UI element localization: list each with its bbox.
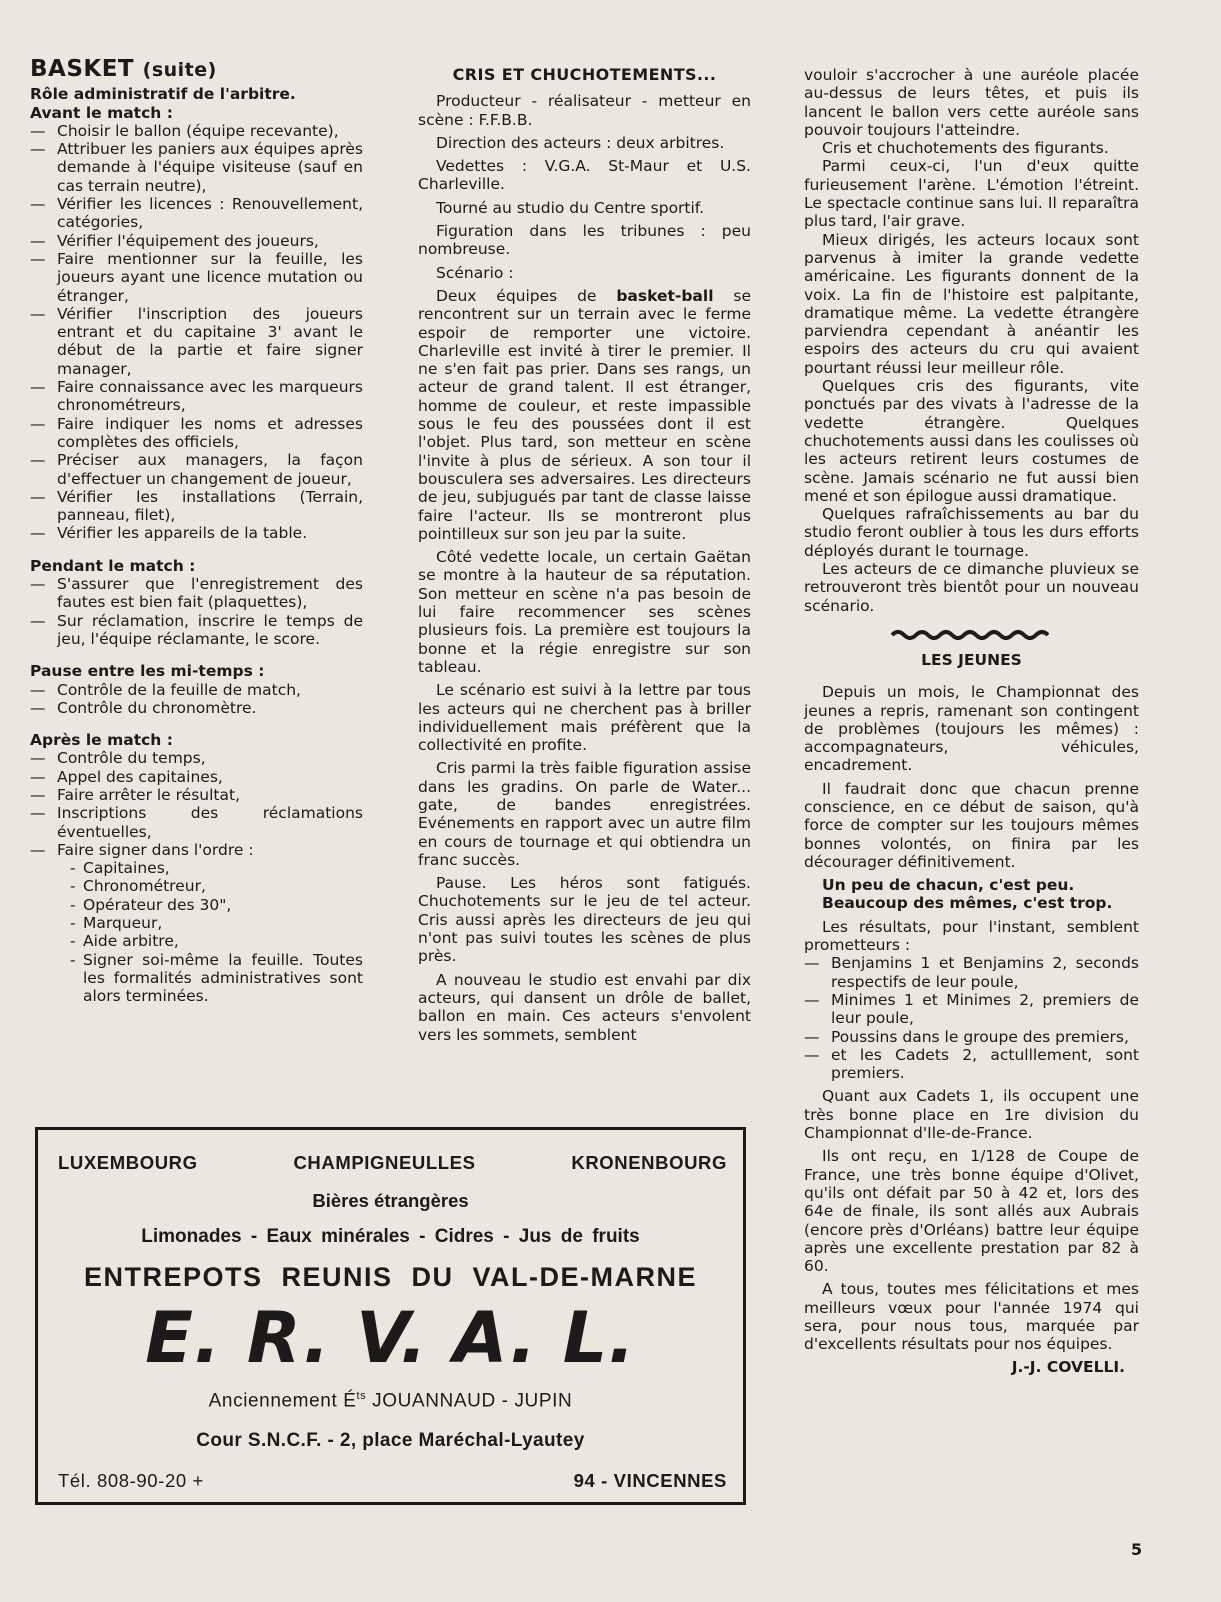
credit-line: Direction des acteurs : deux arbitres. [436, 133, 725, 152]
heading-pause: Pause entre les mi-temps : [30, 662, 265, 681]
list-item: — Faire mentionner sur la feuille, les joueurs ayant une licence mutation ou étranger, [30, 250, 363, 305]
column-left [30, 56, 363, 1006]
sublist-item: - Signer soi-même la feuille. Toutes les formalités administratives sont alors terminées. [69, 951, 363, 1006]
list-item: — Attribuer les paniers aux équipes après demande à l'équipe visiteuse (sauf en cas terrain neutre), [30, 140, 363, 195]
signature: J.-J. COVELLI. [1011, 1357, 1125, 1376]
list-item: — Choisir le ballon (équipe recevante), [30, 122, 363, 140]
credit-line: Tourné au studio du Centre sportif. [436, 198, 705, 217]
ad-line: Bières étrangères [312, 1190, 469, 1211]
paragraph: Mieux dirigés, les acteurs locaux sont parvenus à imiter la grande vedette américaine. Les figurants donnent de la voix. La fin de l'histoire est palpitante, dramatique même. La vedette étrangère parviendra cependant à anéantir les espoirs des acteurs du cru qui avaient pourtant réussi leur meilleur rôle. [804, 230, 1139, 377]
subtitle: Rôle administratif de l'arbitre. [30, 85, 296, 104]
sublist-item: - Aide arbitre, [69, 932, 363, 950]
credit-line: Producteur - réalisateur - metteur en scène : F.F.B.B. [418, 92, 751, 129]
paragraph: Les acteurs de ce dimanche pluvieux se retrouveront très bientôt pour un nouveau scénario. [804, 560, 1139, 615]
paragraph: Quelques cris des figurants, vite ponctués par des vivats à l'adresse de la vedette étrangère. Quelques chuchotements aussi dans les coulisses où les acteurs retirent leurs costumes de scène. Jamais scénario ne fut aussi bien mené et son épilogue aussi dramatique. [804, 377, 1139, 505]
paragraph: Il faudrait donc que chacun prenne conscience, en ce début de saison, qu'à force de compter sur les toujours mêmes bonnes volontés, on finira par les décourager définitivement. [804, 779, 1139, 871]
sublist-item: - Chronométreur, [69, 877, 363, 895]
paragraph: Quant aux Cadets 1, ils occupent une très bonne place en 1re division du Championnat d'Ile-de-France. [804, 1087, 1139, 1143]
bold-line: Un peu de chacun, c'est peu. [822, 876, 1075, 895]
list-pendant [30, 575, 363, 648]
list-item: — Vérifier les licences : Renouvellement, catégories, [30, 195, 363, 232]
list-item: — Préciser aux managers, la façon d'effectuer un changement de joueur, [30, 451, 363, 488]
ad-footer [58, 1470, 727, 1492]
list-avant [30, 122, 363, 543]
paragraph: Cris et chuchotements des figurants. [822, 139, 1109, 158]
list-item: — Minimes 1 et Minimes 2, premiers de leur poule, [804, 991, 1139, 1028]
ad-brand: LUXEMBOURG [58, 1152, 198, 1173]
paragraph: vouloir s'accrocher à une auréole placée au-dessus de leurs têtes, et puis ils lancent le ballon vers cette auréole sans pouvoir toujours l'atteindre. [804, 66, 1139, 139]
paragraph: Côté vedette locale, un certain Gaëtan se montre à la hauteur de sa réputation. Son metteur en scène n'a pas besoin de lui faire recommencer ses scènes plusieurs fois. La première est toujours la bonne et la régie enregistre sur son tableau. [418, 548, 751, 676]
sublist-item: - Marqueur, [69, 914, 363, 932]
ad-phone: Tél. 808-90-20 + [58, 1470, 204, 1491]
heading-avant: Avant le match : [30, 103, 173, 122]
paragraph: Parmi ceux-ci, l'un d'eux quitte furieusement l'arène. L'émotion l'étreint. Le spectacle continue sans lui. Il reparaîtra plus tard, l'air grave. [804, 157, 1139, 231]
list-item: — Contrôle du chronomètre. [30, 699, 363, 717]
paragraph: Depuis un mois, le Championnat des jeunes a repris, ramenant son contingent de problèmes (toujours les mêmes) : accompagnateurs, véhicules, encadrement. [804, 683, 1139, 775]
list-item: — et les Cadets 2, actulllement, sont premiers. [804, 1046, 1139, 1083]
heading-pendant: Pendant le match : [30, 556, 196, 575]
list-item: — Inscriptions des réclamations éventuelles, [30, 804, 363, 841]
results-list [804, 954, 1139, 1082]
ad-brands [58, 1152, 727, 1174]
credit-line: Vedettes : V.G.A. St-Maur et U.S. Charleville. [418, 157, 751, 194]
list-item: — Poussins dans le groupe des premiers, [804, 1028, 1139, 1046]
list-item: — Contrôle de la feuille de match, [30, 681, 363, 699]
list-item: — Sur réclamation, inscrire le temps de jeu, l'équipe réclamante, le score. [30, 612, 363, 649]
column-right [804, 66, 1139, 1376]
list-item: — Vérifier les installations (Terrain, panneau, filet), [30, 488, 363, 525]
list-item: — Faire connaissance avec les marqueurs chronométreurs, [30, 378, 363, 415]
bold-line: Beaucoup des mêmes, c'est trop. [822, 894, 1113, 913]
paragraph: Pause. Les héros sont fatigués. Chuchotements sur le jeu de tel acteur. Cris aussi après les directeurs de jeu qui n'ont pas suivi toutes les scènes de plus près. [418, 874, 751, 966]
paragraph: Cris parmi la très faible figuration assise dans les gradins. On parle de Water... gate, de bandes enregistrées. Evénements en rapport avec un autre film en cours de tournage et qui obtiendra un franc succès. [418, 759, 751, 869]
credit-line: Scénario : [436, 263, 514, 282]
paragraph: Deux équipes de basket-ball se rencontrent sur un terrain avec le ferme espoir de remporter une victoire. Charleville est invité à tirer le premier. Il ne s'en fait pas prier. Dans ses rangs, un acteur de grand talent. Il est étranger, homme de couleur, et reste impassible sous le feu des poussées dont il est l'objet. Plus tard, son metteur en scène l'invite à plus de sérieux. A son tour il bousculera ses adversaires. Les directeurs de jeu, subjugués par tant de classe laisse faire l'acteur. Ils se montreront plus pointilleux sur son jeu par la suite. [418, 286, 751, 543]
heading-jeunes: LES JEUNES [921, 650, 1022, 669]
list-item: — Faire arrêter le résultat, [30, 786, 363, 804]
list-item: — S'assurer que l'enregistrement des fautes est bien fait (plaquettes), [30, 575, 363, 612]
list-item: — Vérifier les appareils de la table. [30, 524, 363, 542]
heading-apres: Après le match : [30, 731, 173, 750]
ad-brand: CHAMPIGNEULLES [293, 1152, 476, 1173]
ad-line: Anciennement $É^{ts}$ JOUANNAUD - JUPIN [208, 1390, 573, 1412]
sign-sublist [57, 859, 363, 1005]
list-apres [30, 749, 363, 1005]
paragraph: Ils ont reçu, en 1/128 de Coupe de France, une très bonne équipe d'Olivet, qu'ils ont défait par 50 à 42 et, lors des 64e de finale, ils sont allés aux Aubrais (encore près d'Orléans) battre leur équipe après une excellente prestation par 82 à 60. [804, 1147, 1139, 1276]
paragraph: A tous, toutes mes félicitations et mes meilleurs vœux pour l'année 1974 qui sera, pour nous tous, marquée par d'excellents résultats pour nos équipes. [804, 1280, 1139, 1354]
paragraph: Quelques rafraîchissements au bar du studio feront oublier à tous les durs efforts déployés durant le tournage. [804, 505, 1139, 560]
sublist-item: - Capitaines, [69, 859, 363, 877]
list-item: — Appel des capitaines, [30, 768, 363, 786]
ad-line: Limonades - Eaux minérales - Cidres - Jus de fruits [141, 1226, 640, 1247]
list-item: — Faire signer dans l'ordre : - Capitaines, - Chronométreur, - Opérateur des 30", - Marqueur, - Aide arbitre, - Signer soi-même la feuille. Toutes les formalités administratives sont alors terminées. [30, 841, 363, 1006]
column-middle [418, 66, 751, 1044]
list-pause [30, 681, 363, 718]
ad-brand: KRONENBOURG [571, 1152, 727, 1173]
ad-logo: E. R. V. A. L. [145, 1297, 636, 1379]
list-item: — Contrôle du temps, [30, 749, 363, 767]
paragraph: A nouveau le studio est envahi par dix acteurs, qui dansent un drôle de ballet, ballon en main. Ces acteurs s'envolent vers les sommets, semblent [418, 970, 751, 1044]
wavy-divider [890, 629, 1054, 641]
list-item: — Vérifier l'équipement des joueurs, [30, 232, 363, 250]
list-item: — Vérifier l'inscription des joueurs entrant et du capitaine 3' avant le début de la partie et faire signer manager, [30, 305, 363, 378]
heading-cris: CRIS ET CHUCHOTEMENTS... [452, 65, 717, 84]
paragraph: Les résultats, pour l'instant, semblent prometteurs : [804, 917, 1139, 955]
paragraph: Le scénario est suivi à la lettre par tous les acteurs qui ne cherchent pas à briller individuellement mais préfèrent que la collectivité en profite. [418, 681, 751, 755]
article-title: BASKET (suite) [30, 56, 217, 82]
credit-line: Figuration dans les tribunes : peu nombreuse. [418, 222, 751, 259]
list-item: — Faire indiquer les noms et adresses complètes des officiels, [30, 415, 363, 452]
page-number: 5 [1131, 1540, 1143, 1559]
advertisement-box [35, 1127, 746, 1505]
ad-address: Cour S.N.C.F. - 2, place Maréchal-Lyautey [196, 1430, 585, 1451]
ad-city: 94 - VINCENNES [573, 1470, 727, 1491]
ad-company-name: ENTREPOTS REUNIS DU VAL-DE-MARNE [83, 1262, 698, 1292]
sublist-item: - Opérateur des 30", [69, 896, 363, 914]
list-item: — Benjamins 1 et Benjamins 2, seconds respectifs de leur poule, [804, 954, 1139, 991]
